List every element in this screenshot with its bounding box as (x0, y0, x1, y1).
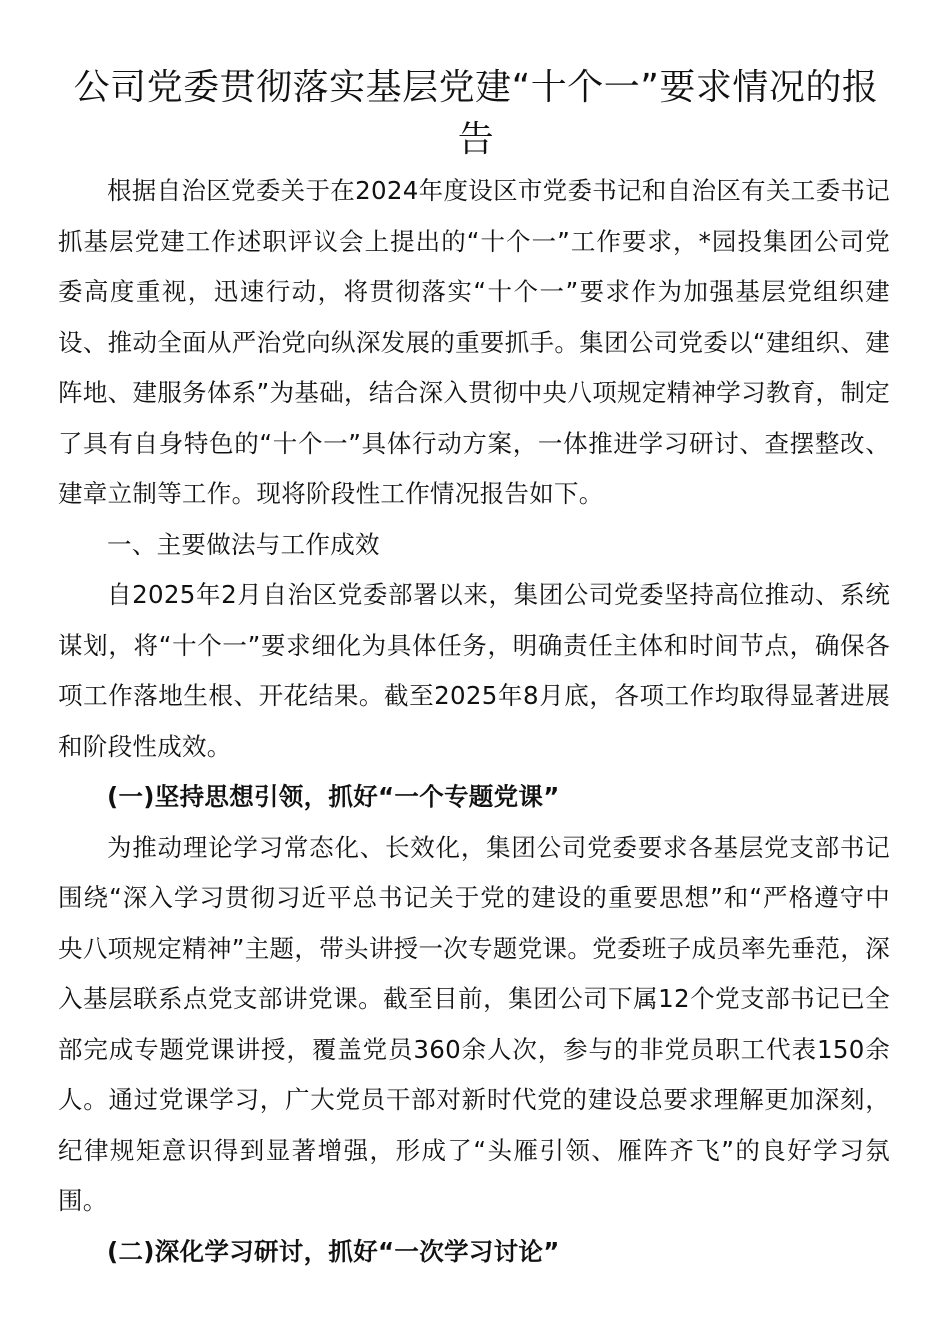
subsection-paragraph-party-lecture: 为推动理论学习常态化、长效化，集团公司党委要求各基层党支部书记围绕“深入学习贯彻习近平总书记关于党的建设的重要思想”和“严格遵守中央八项规定精神”主题，带头讲授一次专题党课。党委班子成员率先垂范，深入基层联系点党支部讲党课。截至目前，集团公司下属12个党支部书记已全部完成专题党课讲授，覆盖党员360余人次，参与的非党员职工代表150余人。通过党课学习，广大党员干部对新时代党的建设总要求理解更加深刻，纪律规矩意识得到显著增强，形成了“头雁引领、雁阵齐飞”的良好学习氛围。 (58, 832, 890, 1215)
document-title: 公司党委贯彻落实基层党建“十个一”要求情况的报告 (73, 67, 879, 160)
section-heading-main-practices: 一、主要做法与工作成效 (107, 529, 380, 559)
subsection-heading-study-discussion: (二)深化学习研讨，抓好“一次学习讨论” (107, 1236, 560, 1266)
document-body (58, 166, 890, 1277)
subsection-heading-party-lecture: (一)坚持思想引领，抓好“一个专题党课” (107, 782, 560, 811)
section-paragraph-main-practices: 自2025年2月自治区党委部署以来，集团公司党委坚持高位推动、系统谋划，将“十个一”要求细化为具体任务，明确责任主体和时间节点，确保各项工作落地生根、开花结果。截至2025年8月底，各项工作均取得显著进展和阶段性成效。 (58, 580, 890, 761)
intro-paragraph: 根据自治区党委关于在2024年度设区市党委书记和自治区有关工委书记抓基层党建工作述职评议会上提出的“十个一”工作要求，*园投集团公司党委高度重视，迅速行动，将贯彻落实“十个一”要求作为加强基层党组织建设、推动全面从严治党向纵深发展的重要抓手。集团公司党委以“建组织、建阵地、建服务体系”为基础，结合深入贯彻中央八项规定精神学习教育，制定了具有自身特色的“十个一”具体行动方案，一体推进学习研讨、查摆整改、建章立制等工作。现将阶段性工作情况报告如下。 (58, 176, 890, 508)
